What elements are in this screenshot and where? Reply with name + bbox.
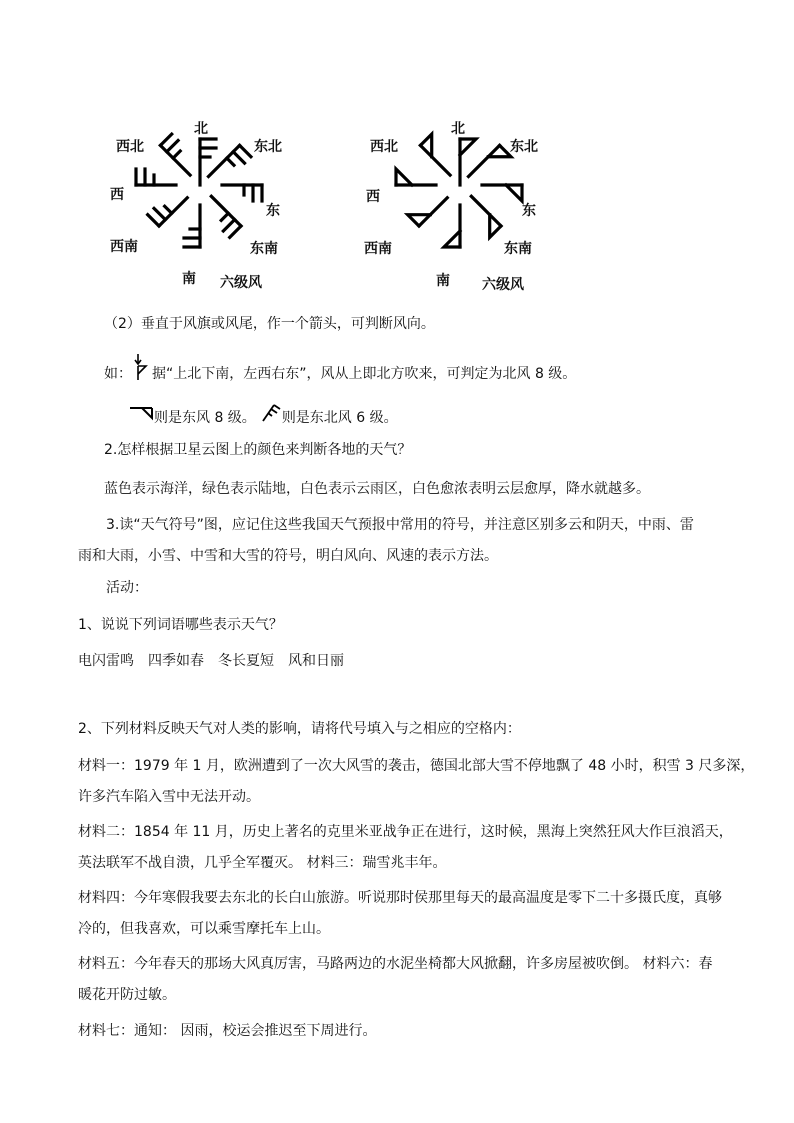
label-southeast: 东南: [504, 241, 532, 257]
barb-southeast: [200, 196, 241, 237]
label-east: 东: [522, 203, 536, 219]
paragraph-weather-symbols-1: 3.读“天气符号”图，应记住这些我国天气预报中常用的符号，并注意区别多云和阴天，中雨、雷: [106, 517, 694, 533]
paragraph-arrow-rule: （2）垂直于风旗或风尾，作一个箭头，可判断风向。: [104, 316, 435, 332]
north-wind-flag-icon: [132, 352, 152, 382]
example-text: 据“上北下南，左西右东”，风从上即北方吹来，可判定为北风 8 级。: [152, 366, 577, 382]
paragraph-example: [104, 364, 576, 384]
flag-northwest: [420, 134, 461, 175]
barb-west: [136, 169, 176, 185]
wind-diagram-right: [360, 110, 560, 300]
example-east-text: 则是东风 8 级。: [154, 410, 256, 426]
label-northeast: 东北: [510, 139, 538, 155]
label-northeast: 东北: [254, 139, 282, 155]
northeast-wind-barb-icon: [260, 403, 282, 423]
paragraph-weather-symbols-2: 雨和大雨，小雪、中雪和大雪的符号，明白风向、风速的表示方法。: [78, 548, 498, 564]
flag-west: [396, 169, 436, 185]
flag-northeast: [468, 145, 510, 187]
barb-east: [222, 185, 262, 201]
material-5-line-1: 材料五：今年春天的那场大风真厉害，马路两边的水泥坐椅都大风掀翻，许多房屋被吹倒。 材料六：春: [78, 956, 713, 972]
label-southwest: 西南: [110, 239, 138, 255]
barb-northwest: [160, 134, 201, 175]
label-northwest: 西北: [116, 139, 144, 155]
wind-diagram-left: [100, 110, 300, 300]
barb-northeast: [208, 145, 250, 187]
diagram-caption: 六级风: [482, 277, 524, 293]
paragraph-examples-2: [128, 408, 398, 428]
activity-heading: 活动：: [106, 580, 148, 596]
question-2: 2、下列材料反映天气对人类的影响，请将代号填入与之相应的空格内：: [78, 721, 521, 737]
label-east: 东: [266, 203, 280, 219]
label-north: 北: [194, 121, 208, 137]
flag-southwest: [408, 186, 448, 226]
example-prefix: 如：: [104, 366, 132, 382]
question-satellite: 2.怎样根据卫星云图上的颜色来判断各地的天气？: [104, 442, 412, 458]
material-5-line-2: 暖花开防过敏。: [78, 987, 176, 1003]
label-northwest: 西北: [370, 139, 398, 155]
flag-southeast: [460, 196, 501, 237]
flag-south: [444, 205, 460, 247]
question-1: 1、说说下列词语哪些表示天气？: [78, 617, 283, 633]
material-1-line-2: 许多汽车陷入雪中无法开动。: [78, 789, 260, 805]
label-southeast: 东南: [250, 241, 278, 257]
word-list: 电闪雷鸣 四季如春 冬长夏短 风和日丽: [78, 653, 344, 669]
material-4-line-2: 冷的，但我喜欢，可以乘雪摩托车上山。: [78, 921, 330, 937]
material-1-line-1: 材料一：1979 年 1 月，欧洲遭到了一次大风雪的袭击，德国北部大雪不停地飘了 48 小时，积雪 3 尺多深，: [78, 758, 755, 774]
material-2-line-1: 材料二：1854 年 11 月，历史上著名的克里米亚战争正在进行，这时候，黑海上突然狂风大作巨浪滔天，: [78, 824, 733, 840]
diagram-caption: 六级风: [220, 275, 262, 291]
material-7: 材料七：通知： 因雨，校运会推迟至下周进行。: [78, 1023, 377, 1039]
label-south: 南: [436, 273, 450, 289]
label-west: 西: [110, 187, 124, 203]
example-northeast-text: 则是东北风 6 级。: [281, 410, 398, 426]
east-wind-barb-icon: [128, 406, 154, 422]
label-southwest: 西南: [364, 241, 392, 257]
answer-satellite: 蓝色表示海洋，绿色表示陆地，白色表示云雨区，白色愈浓表明云层愈厚，降水就越多。: [104, 481, 650, 497]
label-north: 北: [451, 121, 465, 137]
label-west: 西: [366, 189, 380, 205]
barb-southwest: [148, 186, 188, 226]
label-south: 南: [182, 271, 196, 287]
barb-south: [184, 205, 200, 247]
material-4-line-1: 材料四：今年寒假我要去东北的长白山旅游。听说那时侯那里每天的最高温度是零下二十多摄氏度，真够: [78, 890, 722, 906]
flag-east: [482, 185, 522, 201]
material-2-line-2: 英法联军不战自溃，几乎全军覆灭。 材料三：瑞雪兆丰年。: [78, 855, 447, 871]
